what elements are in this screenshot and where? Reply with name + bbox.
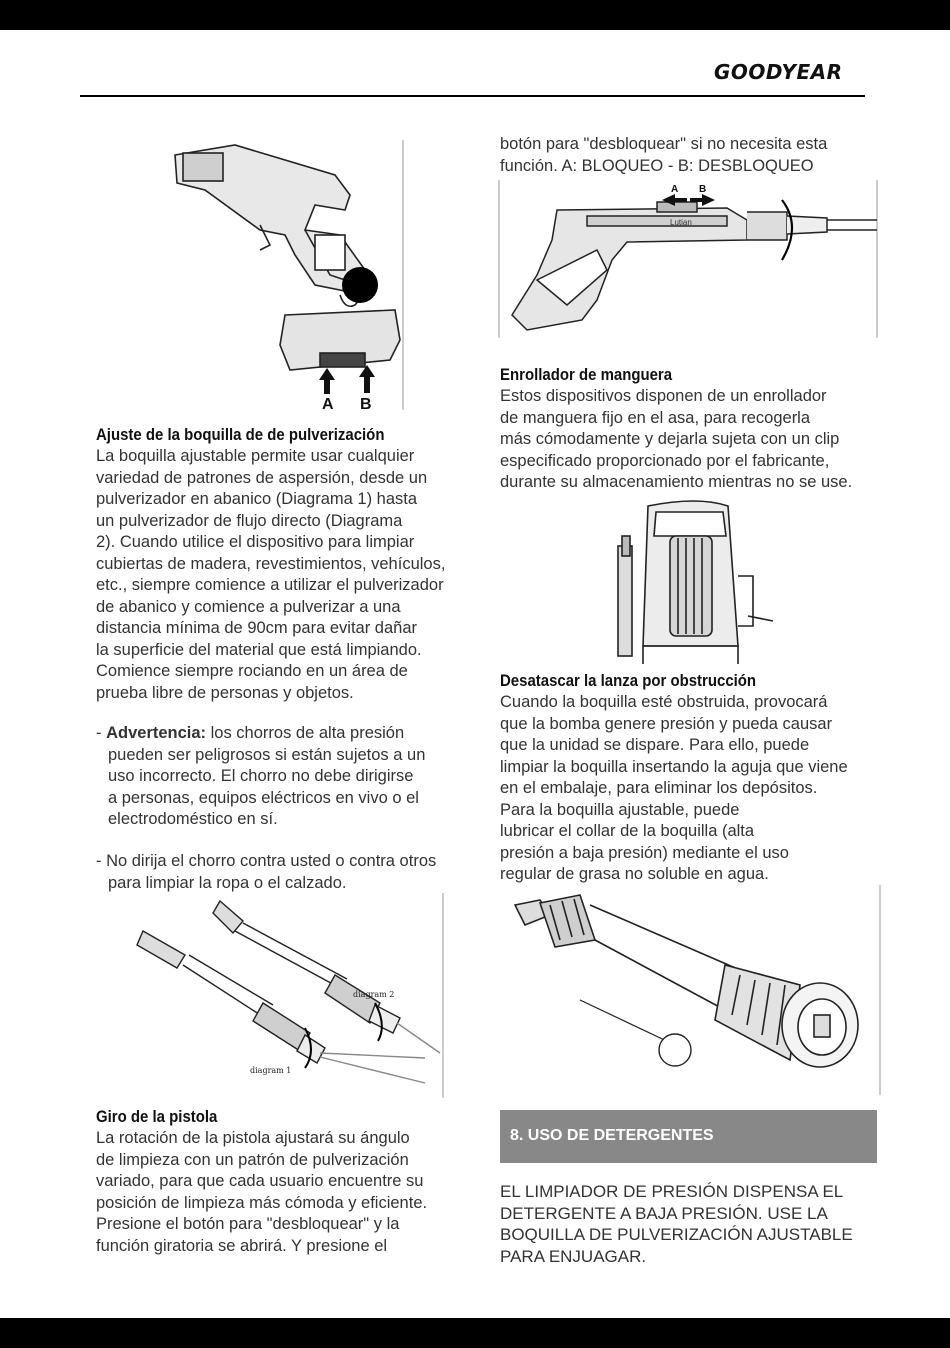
rotation-heading: Giro de la pistola: [96, 1107, 218, 1126]
warning-first-line: [96, 723, 425, 745]
unclog-line: presión a baja presión) mediante el uso: [500, 843, 789, 862]
rotation-line: variado, para que cada usuario encuentre su: [96, 1172, 424, 1190]
gun-lock-figure: [497, 180, 879, 338]
warning-line: pueden ser peligrosos si están sujetos a un: [108, 745, 426, 764]
nozzle-line: La boquilla ajustable permite usar cualquier: [96, 447, 415, 465]
nozzle-paragraph: [96, 446, 445, 704]
diagram-2-label: diagram 2: [353, 990, 395, 999]
unclog-line: que la bomba genere presión y pueda causar: [500, 714, 833, 733]
reel-heading: Enrollador de manguera: [500, 365, 673, 384]
bottom-black-bar: [0, 1318, 950, 1348]
reel-line: durante su almacenamiento mientras no se use.: [500, 473, 853, 491]
goodyear-logo: GOODYEAR: [714, 60, 843, 84]
unclog-line: regular de grasa no soluble en agua.: [500, 865, 769, 883]
nozzle-line: pulverizador en abanico (Diagrama 1) hasta: [96, 490, 418, 508]
rotation-line: de limpieza con un patrón de pulverización: [96, 1150, 409, 1169]
nodirect-line: - No dirija el chorro contra usted o contra otros: [96, 852, 437, 870]
nozzle-line: Comience siempre rociando en un área de: [96, 662, 408, 680]
nozzle-heading: Ajuste de la boquilla de de pulverización: [96, 425, 385, 444]
nozzle-line: distancia mínima de 90cm para evitar dañar: [96, 619, 417, 637]
header-rule: [80, 95, 865, 97]
warning-dash: -: [96, 724, 107, 742]
reel-line: Estos dispositivos disponen de un enrollador: [500, 387, 827, 405]
warning-line: uso incorrecto. El chorro no debe dirigirse: [108, 767, 414, 785]
unclog-line: que la unidad se dispare. Para ello, puede: [500, 736, 810, 754]
warning-paragraph: [96, 723, 425, 831]
nozzle-line: de abanico y comience a pulverizar a una: [96, 597, 401, 616]
rotation-line: función giratoria se abrirá. Y presione el: [96, 1236, 388, 1255]
nodirect-line: para limpiar la ropa o el calzado.: [108, 873, 347, 892]
diagram-1-label: diagram 1: [250, 1066, 292, 1075]
section-title: 8. USO DE DETERGENTES: [510, 1127, 714, 1144]
nodirect-paragraph: [96, 851, 436, 894]
hose-reel-figure: [608, 496, 778, 664]
warning-line: a personas, equipos eléctricos en vivo o el: [108, 788, 419, 807]
rotation-paragraph: [96, 1128, 427, 1257]
top-black-bar: [0, 0, 950, 30]
nozzle-line: un pulverizador de flujo directo (Diagrama: [96, 511, 403, 530]
continued-line: función. A: BLOQUEO - B: DESBLOQUEO: [500, 156, 814, 175]
warning-line: electrodoméstico en sí.: [108, 810, 278, 828]
reel-line: más cómodamente y dejarla sujeta con un clip: [500, 430, 840, 448]
spray-diagrams-figure: [125, 893, 445, 1098]
detergent-line: DETERGENTE A BAJA PRESIÓN. USE LA: [500, 1203, 828, 1223]
unclog-line: Cuando la boquilla esté obstruida, provocará: [500, 693, 828, 711]
detergent-line: EL LIMPIADOR DE PRESIÓN DISPENSA EL: [500, 1182, 844, 1201]
continued-line: botón para "desbloquear" si no necesita esta: [500, 135, 828, 153]
rotation-line: Presione el botón para "desbloquear" y la: [96, 1215, 400, 1233]
unclog-line: limpiar la boquilla insertando la aguja que viene: [500, 757, 848, 776]
lance-nozzle-figure: [500, 885, 882, 1095]
unclog-line: en el embalaje, para eliminar los depósitos.: [500, 779, 818, 797]
unclog-line: Para la boquilla ajustable, puede: [500, 800, 740, 819]
unclog-paragraph: [500, 692, 848, 886]
nozzle-line: cubiertas de madera, revestimientos, vehículos,: [96, 554, 446, 573]
svg-text:Lutian: Lutian: [670, 218, 692, 227]
nozzle-line: 2). Cuando utilice el dispositivo para limpiar: [96, 533, 415, 551]
nozzle-line: etc., siempre comience a utilizar el pulverizador: [96, 576, 444, 594]
reel-paragraph: [500, 386, 852, 494]
reel-line: especificado proporcionado por el fabricante,: [500, 451, 830, 470]
detergent-line: BOQUILLA DE PULVERIZACIÓN AJUSTABLE: [500, 1225, 853, 1244]
detergent-paragraph: [500, 1181, 853, 1267]
warning-label: Advertencia:: [106, 724, 207, 742]
lock-label-a: A: [671, 184, 679, 195]
unclog-heading: Desatascar la lanza por obstrucción: [500, 671, 757, 690]
nozzle-line: la superficie del material que está limpiando.: [96, 640, 422, 659]
rotation-line: posición de limpieza más cómoda y eficiente.: [96, 1193, 428, 1212]
warning-first-text: los chorros de alta presión: [206, 724, 405, 742]
unclog-line: lubricar el collar de la boquilla (alta: [500, 822, 755, 840]
detergent-line: PARA ENJUAGAR.: [500, 1246, 647, 1266]
spray-gun-nozzle-figure: [165, 135, 410, 415]
section-header: [500, 1110, 877, 1163]
lock-label-b: B: [699, 184, 707, 195]
nozzle-label-b: B: [360, 396, 372, 413]
reel-line: de manguera fijo en el asa, para recogerla: [500, 408, 811, 427]
continued-paragraph: [500, 134, 827, 177]
nozzle-line: prueba libre de personas y objetos.: [96, 683, 354, 702]
nozzle-line: variedad de patrones de aspersión, desde un: [96, 468, 428, 487]
nozzle-label-a: A: [322, 396, 334, 413]
rotation-line: La rotación de la pistola ajustará su ángulo: [96, 1129, 410, 1147]
